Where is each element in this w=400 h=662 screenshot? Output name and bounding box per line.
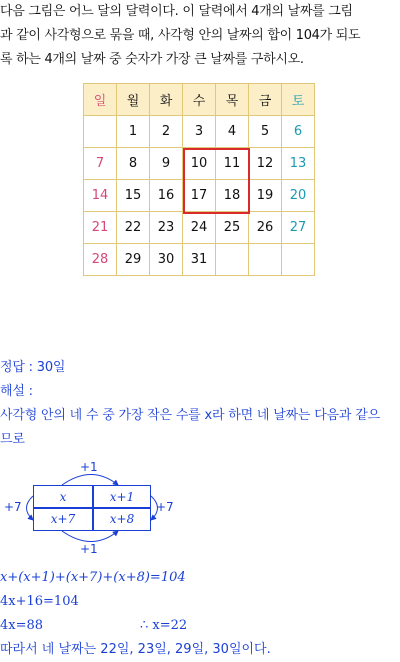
day-cell: 1 <box>117 116 150 148</box>
header-monday: 월 <box>117 84 150 116</box>
day-cell: 17 <box>183 180 216 212</box>
header-tuesday: 화 <box>150 84 183 116</box>
question-line: 록 하는 4개의 날짜 중 숫자가 가장 큰 날짜를 구하시오. <box>0 52 304 67</box>
bottom-arc-arrow <box>62 531 118 542</box>
day-cell: 11 <box>216 148 249 180</box>
header-sunday: 일 <box>84 84 117 116</box>
day-cell: 15 <box>117 180 150 212</box>
day-cell: 10 <box>183 148 216 180</box>
equation-line-pair <box>0 614 260 638</box>
day-cell: 31 <box>183 244 216 276</box>
equation-line: 4x+16=104 <box>0 594 79 609</box>
question-line: 과 같이 사각형으로 묶을 때, 사각형 안의 날짜의 합이 104가 되도 <box>0 28 361 43</box>
bottom-plus-label: +1 <box>80 542 98 556</box>
day-cell: 14 <box>84 180 117 212</box>
cell-x-plus-1: x+1 <box>109 490 135 504</box>
day-cell: 29 <box>117 244 150 276</box>
day-cell: 25 <box>216 212 249 244</box>
day-cell: 6 <box>282 116 315 148</box>
day-cell: 3 <box>183 116 216 148</box>
day-cell: 18 <box>216 180 249 212</box>
day-cell: 8 <box>117 148 150 180</box>
day-cell: 23 <box>150 212 183 244</box>
header-saturday: 토 <box>282 84 315 116</box>
left-plus-label: +7 <box>4 500 22 514</box>
day-cell <box>282 244 315 276</box>
right-plus-label: +7 <box>156 500 174 514</box>
explanation-line: 사각형 안의 네 수 중 가장 작은 수를 x라 하면 네 날짜는 다음과 같으 <box>0 408 380 423</box>
day-cell: 28 <box>84 244 117 276</box>
conclusion-line: 따라서 네 날짜는 22일, 23일, 29일, 30일이다. <box>0 642 271 657</box>
day-cell: 16 <box>150 180 183 212</box>
header-wednesday: 수 <box>183 84 216 116</box>
day-cell <box>216 244 249 276</box>
equations-block <box>0 566 271 662</box>
day-cell: 7 <box>84 148 117 180</box>
header-friday: 금 <box>249 84 282 116</box>
day-cell: 30 <box>150 244 183 276</box>
day-cell <box>84 116 117 148</box>
day-cell: 5 <box>249 116 282 148</box>
explanation-line: 므로 <box>0 432 25 447</box>
day-cell: 4 <box>216 116 249 148</box>
calendar-week-row <box>84 116 315 148</box>
header-thursday: 목 <box>216 84 249 116</box>
day-cell: 2 <box>150 116 183 148</box>
day-cell: 26 <box>249 212 282 244</box>
calendar-square-diagram <box>0 458 200 558</box>
question-text <box>0 0 400 72</box>
day-cell: 19 <box>249 180 282 212</box>
equation-line: 4x=88 <box>0 618 44 633</box>
solution-section <box>0 356 400 452</box>
day-cell: 20 <box>282 180 315 212</box>
cell-x: x <box>59 490 67 504</box>
cell-x-plus-7: x+7 <box>50 512 76 526</box>
calendar-header-row <box>84 84 315 116</box>
day-cell: 12 <box>249 148 282 180</box>
calendar-week-row <box>84 212 315 244</box>
top-arc-arrow <box>62 475 118 486</box>
top-plus-label: +1 <box>80 460 98 474</box>
day-cell: 22 <box>117 212 150 244</box>
cell-x-plus-8: x+8 <box>109 512 135 526</box>
calendar-week-row <box>84 244 315 276</box>
explanation-title: 해설 : <box>0 384 33 399</box>
day-cell: 27 <box>282 212 315 244</box>
day-cell: 21 <box>84 212 117 244</box>
day-cell: 24 <box>183 212 216 244</box>
equation-line: x+(x+1)+(x+7)+(x+8)=104 <box>0 570 186 585</box>
day-cell: 9 <box>150 148 183 180</box>
question-line: 다음 그림은 어느 달의 달력이다. 이 달력에서 4개의 날짜를 그림 <box>0 4 353 19</box>
highlight-rectangle <box>183 148 250 214</box>
diagram-grid <box>33 485 151 531</box>
day-cell <box>249 244 282 276</box>
answer-line: 정답 : 30일 <box>0 360 66 375</box>
day-cell: 13 <box>282 148 315 180</box>
equation-line: ∴ x=22 <box>140 618 188 633</box>
